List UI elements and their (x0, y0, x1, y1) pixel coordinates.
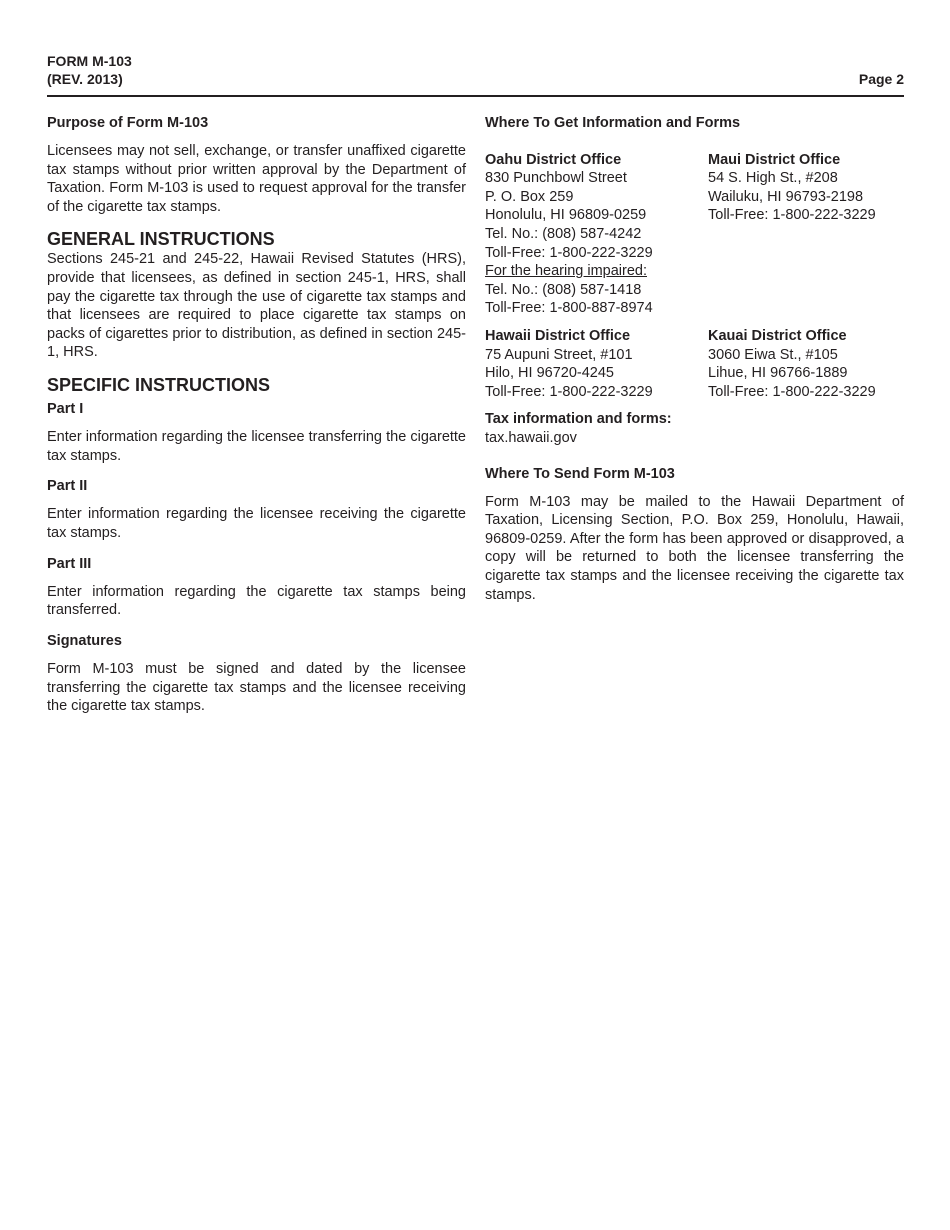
hawaii-office-name: Hawaii District Office (485, 327, 631, 344)
kauai-office (708, 327, 904, 401)
hawaii-office (485, 327, 708, 401)
hawaii-address-line1: 75 Aupuni Street, #101 (485, 346, 633, 363)
signatures-text: Form M-103 must be signed and dated by the licensee transferring the cigarette tax stamps and the licensee receiving the cigarette tax stamps. (47, 660, 466, 715)
office-row-2 (485, 327, 904, 401)
kauai-tollfree: Toll-Free: 1-800-222-3229 (708, 383, 876, 400)
send-text: Form M-103 may be mailed to the Hawaii Department of Taxation, Licensing Section, P.O. Box 259, Honolulu, Hawaii, 96809-0259. After the form has been approved or disapproved, a copy will be returned to both the licensee transferring the cigarette tax stamps and the licensee receiving the cigarette tax stamps. (485, 493, 904, 603)
form-revision: (REV. 2013) (47, 71, 123, 87)
part1-text: Enter information regarding the licensee transferring the cigarette tax stamps. (47, 429, 466, 464)
hawaii-address-line2: Hilo, HI 96720-4245 (485, 365, 614, 382)
oahu-hearing-label: For the hearing impaired: (485, 263, 647, 280)
form-page (47, 0, 904, 1230)
purpose-text: Licensees may not sell, exchange, or transfer unaffixed cigarette tax stamps without prior written approval by the Department of Taxation. Form M-103 is used to request approval for the transfer of the cigarette tax stamps. (47, 143, 466, 215)
oahu-hearing-tel: Tel. No.: (808) 587-1418 (485, 281, 642, 298)
page-number: Page 2 (858, 71, 904, 87)
tax-info-url[interactable]: tax.hawaii.gov (485, 429, 577, 446)
part3-heading: Part III (47, 555, 92, 572)
purpose-heading: Purpose of Form M-103 (47, 115, 209, 131)
maui-tollfree: Toll-Free: 1-800-222-3229 (708, 207, 876, 224)
tax-info (485, 410, 904, 447)
page-header (47, 52, 904, 97)
right-column (485, 114, 904, 604)
maui-office-name: Maui District Office (708, 151, 841, 168)
kauai-office-name: Kauai District Office (708, 327, 847, 344)
specific-instructions-heading: SPECIFIC INSTRUCTIONS (47, 375, 271, 396)
send-heading: Where To Send Form M-103 (485, 465, 675, 482)
info-heading: Where To Get Information and Forms (485, 115, 741, 131)
maui-address-line1: 54 S. High St., #208 (708, 170, 838, 187)
general-instructions-heading: GENERAL INSTRUCTIONS (47, 229, 275, 250)
oahu-tel: Tel. No.: (808) 587-4242 (485, 225, 642, 242)
hawaii-tollfree: Toll-Free: 1-800-222-3229 (485, 383, 653, 400)
form-name: FORM M-103 (47, 53, 132, 69)
signatures-heading: Signatures (47, 632, 122, 649)
office-row-1 (485, 151, 904, 318)
part2-heading: Part II (47, 478, 88, 495)
oahu-hearing-tollfree: Toll-Free: 1-800-887-8974 (485, 300, 653, 317)
oahu-address-line1: 830 Punchbowl Street (485, 170, 627, 187)
general-instructions-text: Sections 245-21 and 245-22, Hawaii Revised Statutes (HRS), provide that licensees, as defined in section 245-1, HRS, shall pay the cigarette tax through the use of cigarette tax stamps and that licensees are required to place cigarette tax stamps on packs of cigarettes prior to distribution, as defined in section 245-1, HRS. (47, 251, 466, 361)
maui-address-line2: Wailuku, HI 96793-2198 (708, 188, 864, 205)
maui-office (708, 151, 904, 318)
tax-info-label: Tax information and forms: (485, 411, 672, 428)
part2-text: Enter information regarding the licensee receiving the cigarette tax stamps. (47, 506, 466, 541)
oahu-tollfree: Toll-Free: 1-800-222-3229 (485, 244, 653, 261)
part1-heading: Part I (47, 401, 84, 418)
kauai-address-line2: Lihue, HI 96766-1889 (708, 365, 848, 382)
oahu-address-line3: Honolulu, HI 96809-0259 (485, 207, 647, 224)
oahu-office (485, 151, 708, 318)
oahu-address-line2: P. O. Box 259 (485, 188, 574, 205)
oahu-office-name: Oahu District Office (485, 151, 622, 168)
part3-text: Enter information regarding the cigarette tax stamps being transferred. (47, 583, 466, 619)
left-column (47, 114, 466, 716)
kauai-address-line1: 3060 Eiwa St., #105 (708, 346, 838, 363)
